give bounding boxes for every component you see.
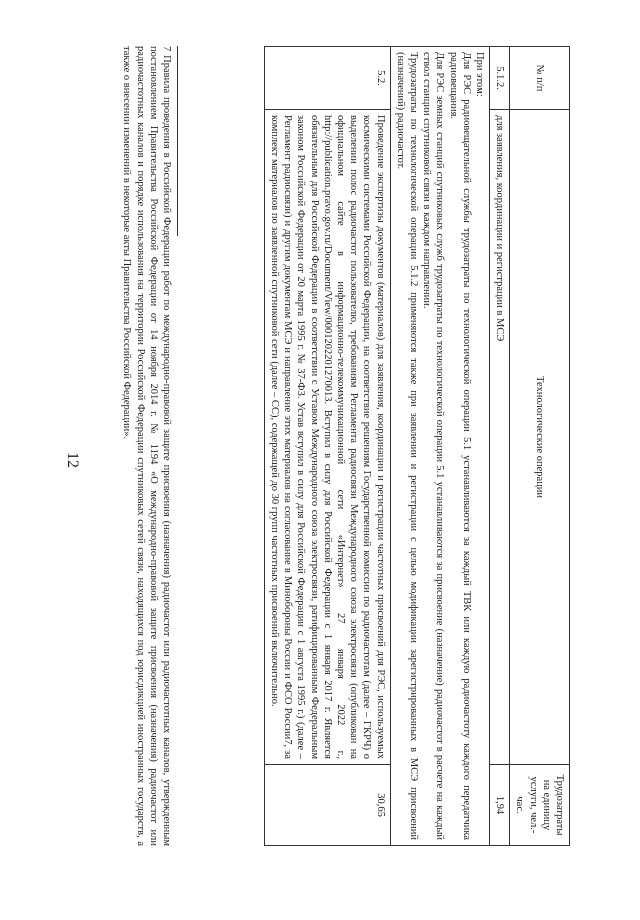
footnote-divider bbox=[177, 46, 178, 236]
header-labor-costs: Трудозатраты на единицу услуги, чел.-час. bbox=[510, 765, 570, 846]
operations-table bbox=[264, 46, 570, 846]
note-line: Для РЭС земных станций спутниковых служб трудозатраты по технологической операции 5.1 устанавливаются за присвоение (назначение) радиочастот в расчете на каждый ствол станции спутниковой связи в каждом направлении. bbox=[421, 52, 446, 840]
note-line: При этом: bbox=[473, 52, 485, 97]
note-cell bbox=[390, 47, 489, 846]
row-operation-text: для заявления, координации и регистрации в МСЭ bbox=[489, 110, 509, 765]
table-row bbox=[264, 47, 390, 846]
header-operations: Технологические операции bbox=[510, 110, 570, 765]
table-header-row bbox=[510, 47, 570, 846]
header-number: № п/п bbox=[510, 47, 570, 110]
row-value: 1,94 bbox=[489, 765, 509, 846]
table-row bbox=[489, 47, 509, 846]
note-line: Трудозатраты по технологической операции 5.1.2 применяются также при заявлении и регистрации с целью модификации зарегистрированных в МСЭ присвоений (назначений) радиочастот. bbox=[394, 52, 419, 840]
row-operation-text: Проведение экспертизы документов (материалов) для заявления, координации и регистрации частотных присвоений для РЭС, используемых космическими системами Российской Федерации, на соответствие решениям Государственной комиссии по радиочастотам (далее – ГКРЧ) о выделении полос радиочастот пользователю, требованиям Регламента радиосвязи Международного союза электросвязи (опубликован на официальном сайте в информационно-телекоммуникационной сети «Интернет» 27 января 2022 г., http://publication.pravo.gov.ru/Document/View/0001202201270013. Вступил в силу для Российской Федерации с 1 января 2017 г. Является обязательным для Российской Федерации в соответствии с Уставом Международного союза электросвязи, ратифицированным Федеральным законом Российской Федерации от 20 марта 1995 г. № 37-ФЗ. Устав вступил в силу для Российской Федерации с 1 августа 1995 г.) (далее – Регламент радиосвязи) и другим документам МСЭ и направление этих материалов на согласование в Минобороны России и ФСО России7, за комплект материалов по заявленной спутниковой сети (далее – СС), содержащей до 30 групп частотных присвоений включительно. bbox=[264, 110, 390, 765]
row-number: 5.2. bbox=[264, 47, 390, 110]
rotated-document-content bbox=[70, 46, 570, 846]
note-row bbox=[390, 47, 489, 846]
row-number: 5.1.2. bbox=[489, 47, 509, 110]
footnote-text: 7 Правила проведения в Российской Федерации работ по международно-правовой защите присвоения (назначения) радиочастот или радиочастотных каналов, утвержденным постановлением Правительства Российской Федерации от 14 ноября 2014 г. № 1194 «О международно-правовой защите присвоения (назначения) радиочастот или радиочастотных каналов и порядке использования на территории Российской Федерации спутниковых сетей связи, находящихся под юрисдикцией иностранных государств, а также о внесении изменений в некоторые акты Правительства Российской Федерации». bbox=[121, 46, 172, 846]
row-value: 30,65 bbox=[264, 765, 390, 846]
page-number: 12 bbox=[64, 452, 81, 468]
note-line: Для РЭС радиовещательной службы трудозатраты по технологической операции 5.1 устанавливаются за каждый ТВК или каждую радиочастоту каждого передатчика радиовещания. bbox=[447, 52, 472, 840]
footnote bbox=[120, 46, 178, 846]
